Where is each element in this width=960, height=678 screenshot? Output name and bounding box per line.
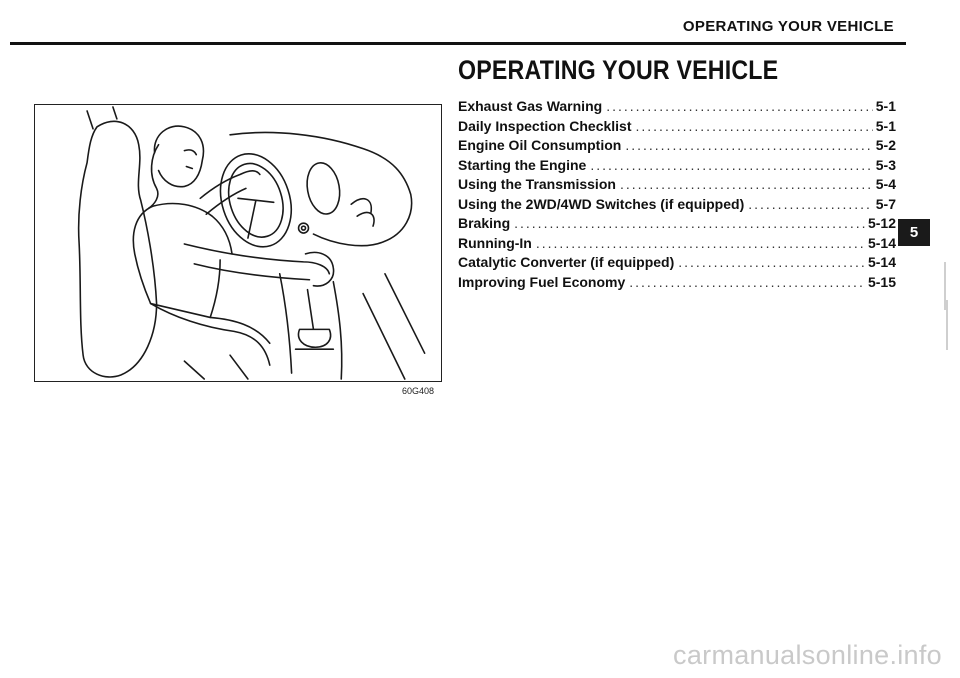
toc-entry-page: 5-12 [867,215,896,231]
toc-entry[interactable] [458,254,896,274]
toc-dot-leader [590,157,872,173]
toc-entry-title: Using the 2WD/4WD Switches (if equipped) [458,195,745,212]
running-header: OPERATING YOUR VEHICLE [682,18,894,35]
toc-entry-title: Daily Inspection Checklist [458,117,632,134]
toc-entry[interactable] [458,176,896,196]
toc-entry-title: Starting the Engine [458,156,587,173]
header-rule [10,42,906,45]
toc-entry-page: 5-1 [875,117,896,134]
headrest [87,107,117,129]
gear-shifter [299,290,331,348]
toc-entry-title: Braking [458,215,511,231]
watermark: carmanualsonline.info [673,640,942,670]
chapter-title: OPERATING YOUR VEHICLE [458,55,779,85]
page-edge-mark [946,300,948,350]
table-of-contents [458,98,896,293]
toc-dot-leader [678,254,865,270]
toc-entry-page: 5-14 [867,234,896,251]
toc-entry[interactable] [458,215,896,235]
driver-legs [151,304,270,366]
toc-dot-leader [629,274,865,290]
toc-dot-leader [625,137,872,153]
toc-dot-leader [748,196,873,212]
toc-entry-page: 5-1 [875,98,896,114]
toc-entry-title: Running-In [458,234,532,251]
toc-entry-page: 5-3 [875,156,896,173]
driver-arm-lower [184,244,329,274]
toc-entry-title: Improving Fuel Economy [458,273,626,290]
toc-entry[interactable] [458,235,896,255]
illustration-code: 60G408 [402,386,435,396]
section-tab[interactable]: 5 [898,219,930,246]
driver-hand [306,252,334,286]
seat-outline [79,121,157,377]
toc-entry[interactable] [458,157,896,177]
toc-entry[interactable] [458,274,896,294]
toc-entry-title: Catalytic Converter (if equipped) [458,254,675,270]
toc-entry[interactable] [458,98,896,118]
dash-knob [299,223,309,233]
toc-entry-title: Using the Transmission [458,176,616,192]
toc-dot-leader [636,118,873,134]
toc-entry[interactable] [458,118,896,138]
toc-entry-title: Engine Oil Consumption [458,137,622,153]
toc-entry[interactable] [458,137,896,157]
toc-dot-leader [606,98,873,114]
toc-dot-leader [536,235,865,251]
driver-illustration [34,104,442,382]
toc-entry[interactable] [458,196,896,216]
center-console [280,274,342,379]
toc-entry-page: 5-7 [875,195,896,212]
toc-entry-page: 5-2 [875,137,896,153]
toc-dot-leader [620,176,873,192]
dashboard [230,132,412,245]
toc-entry-page: 5-14 [867,254,896,270]
toc-entry-page: 5-4 [875,176,896,192]
toc-dot-leader [514,215,865,231]
toc-entry-page: 5-15 [867,273,896,290]
driver-head [154,126,203,187]
toc-entry-title: Exhaust Gas Warning [458,98,603,114]
